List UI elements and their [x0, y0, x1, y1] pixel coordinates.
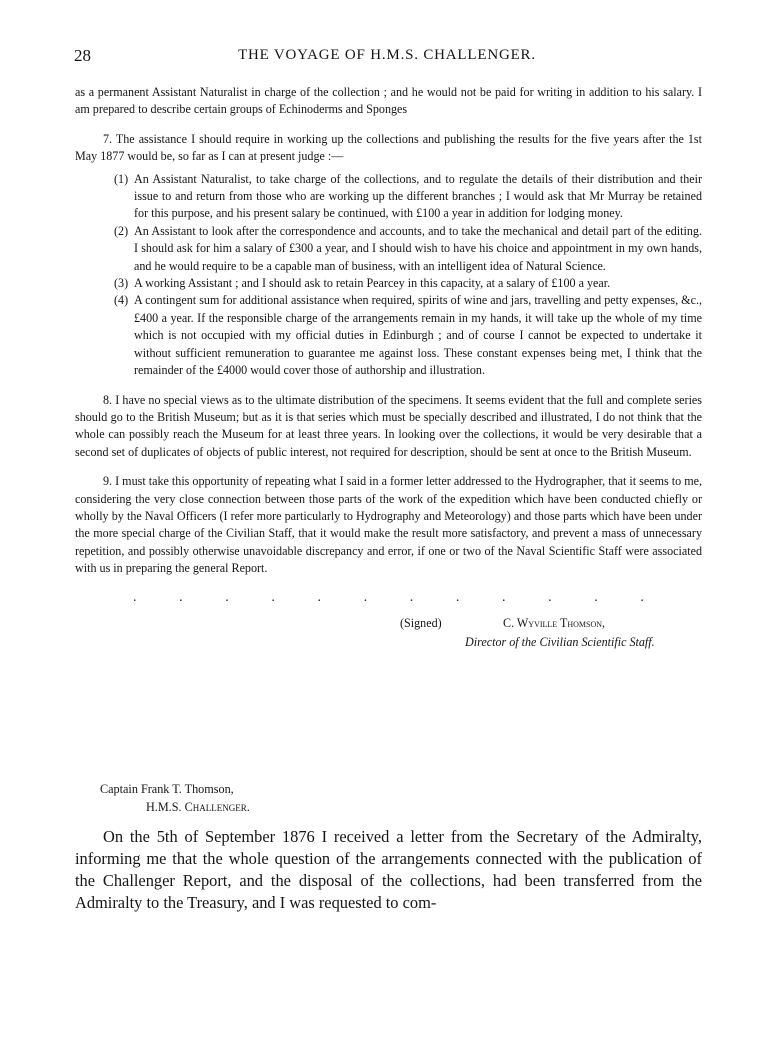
ellipsis-dot: . [133, 589, 137, 605]
list-item-number: (2) [114, 223, 129, 238]
list-item [114, 223, 702, 275]
ellipsis-dot: . [455, 589, 460, 605]
addressee-ship: H.M.S. Challenger. [146, 800, 250, 814]
ellipsis-dot: . [548, 589, 552, 605]
list-item-text: A working Assistant ; and I should ask to retain Pearcey in this capacity, at a salary of £100 a year. [134, 276, 611, 291]
running-title: THE VOYAGE OF H.M.S. CHALLENGER. [238, 47, 536, 63]
ellipsis-dot: . [363, 589, 368, 605]
ellipsis-dot: . [594, 589, 598, 605]
list-item [114, 292, 702, 379]
closing-paragraph: On the 5th of September 1876 I received a letter from the Secretary of the Admiralty, informing me that the whole question of the arrangements connected with the publication of the Challenger Report, and the disposal of the collections, had been transferred from the Admiralty to the Treasury, and I was requested to com- [75, 827, 702, 912]
list-item-text: An Assistant Naturalist, to take charge of the collections, and to regulate the details of their distribution and their issue to and return from those who are working up the different branches ; I would ask that Mr Murray be retained for this purpose, and his present salary be continued, with £100 a year in addition for lodging money. [134, 171, 702, 221]
addressee-name: Captain Frank T. Thomson, [100, 782, 234, 796]
assistance-list [114, 171, 702, 380]
list-item [114, 171, 702, 223]
paragraph-7: 7. The assistance I should require in working up the collections and publishing the results for the five years after the 1st May 1877 would be, so far as I can at present judge :— [75, 131, 702, 164]
ellipsis-dot: . [640, 589, 644, 605]
paragraph-8: 8. I have no special views as to the ultimate distribution of the specimens. It seems evident that the full and complete series should go to the British Museum; but as it is that series which must be specially described and illustrated, I do not think that the whole can possibly reach the Museum for at least three years. In looking over the collections, it would be very desirable that a second set of duplicates of objects of public interest, not required for description, should be sent at once to the British Museum. [75, 392, 702, 459]
paragraph-9: 9. I must take this opportunity of repeating what I said in a former letter addressed to the Hydrographer, that it seems to me, considering the very close connection between those parts of the work of the expedition which have been conducted chiefly or wholly by the Naval Officers (I refer more particularly to Hydrography and Meteorology) and those parts which have been under the more special charge of the Civilian Staff, that it would make the result more satisfactory, and prevent a mass of unnecessary repetition, and possibly otherwise unavoidable discrepancy and error, if one or two of the Naval Scientific Staff were associated with us in preparing the general Report. [75, 474, 702, 576]
list-item-text: A contingent sum for additional assistance when required, spirits of wine and jars, travelling and petty expenses, &c., £400 a year. If the responsible charge of the arrangements remain in my hands, it will take up the whole of my time which is not occupied with my official duties in Edinburgh ; and of course I cannot be expected to undertake it without sufficient remuneration to guarantee me against loss. These constant expenses being met, I think that the remainder of the £4000 would cover those of authorship and illustration. [134, 293, 702, 378]
ellipsis-dot: . [271, 589, 275, 605]
ellipsis-dot: . [225, 589, 229, 605]
ellipsis-dot: . [409, 589, 414, 605]
ellipsis-row [75, 578, 702, 605]
list-item-number: (4) [114, 293, 129, 308]
ellipsis-dot: . [179, 589, 183, 605]
paragraph-continuation: as a permanent Assistant Naturalist in charge of the collection ; and he would not be paid for writing in addition to his salary. I am prepared to describe certain groups of Echinoderms and Sponges [75, 85, 702, 117]
list-item-number: (3) [114, 276, 129, 291]
signer-title: Director of the Civilian Scientific Staff. [465, 634, 655, 649]
signature-block [75, 607, 702, 647]
letter-body [75, 84, 702, 647]
list-item-text: An Assistant to look after the correspondence and accounts, and to take the mechanical and detail part of the editing. I should ask for him a salary of £300 a year, and I should wish to have his choice and appointment in my own hands, and he would require to be a capable man of business, with an intelligent idea of Natural Science. [134, 223, 702, 273]
signed-label: (Signed) [400, 615, 442, 630]
ellipsis-dot: . [502, 589, 506, 605]
signer-name: C. Wyville Thomson, [503, 615, 606, 630]
ellipsis-dot: . [317, 589, 321, 605]
page-header [74, 46, 700, 68]
list-item [114, 275, 702, 292]
list-item-number: (1) [114, 171, 129, 186]
addressee-block [100, 780, 250, 816]
page-number: 28 [74, 46, 91, 65]
